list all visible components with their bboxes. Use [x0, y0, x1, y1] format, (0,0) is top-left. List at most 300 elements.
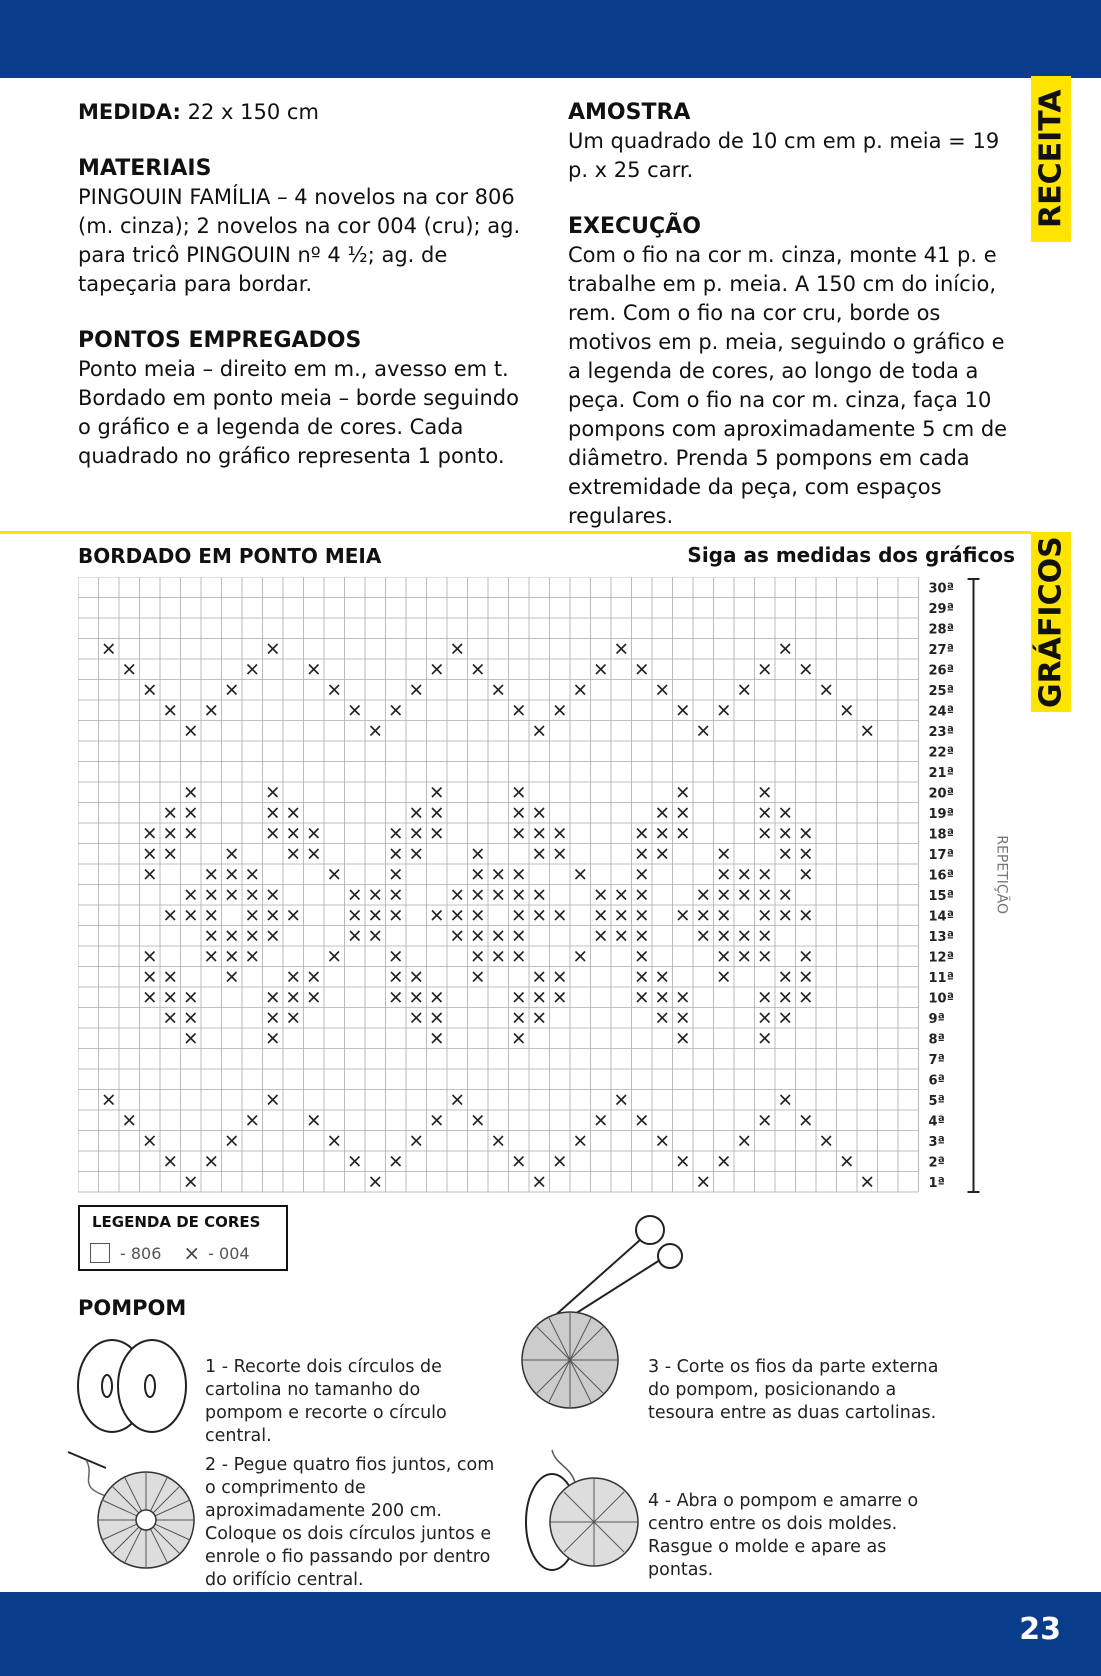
- bottom-banner: [0, 1592, 1101, 1676]
- stitch-mark: [371, 931, 381, 941]
- stitch-mark: [432, 788, 442, 798]
- row-label: 10ª: [928, 991, 954, 1007]
- stitch-mark: [842, 1157, 852, 1167]
- stitch-mark: [227, 931, 237, 941]
- row-label: 19ª: [928, 807, 954, 822]
- stitch-mark: [145, 685, 155, 695]
- materiais-text: PINGOUIN FAMÍLIA – 4 novelos na cor 806 (m. cinza); 2 novelos na cor 004 (cru); ag. para tricô PINGOUIN nº 4 ½; ag. de tapeçaria para bordar.: [78, 185, 521, 296]
- stitch-mark: [719, 972, 729, 982]
- stitch-mark: [268, 644, 278, 654]
- stitch-mark: [268, 788, 278, 798]
- stitch-mark: [596, 890, 606, 900]
- stitch-mark: [227, 952, 237, 962]
- stitch-mark: [719, 911, 729, 921]
- stitch-mark: [186, 808, 196, 818]
- pompom-step-4: 4 - Abra o pompom e amarre o centro entre os dois moldes. Rasgue o molde e apare as pontas.: [648, 1491, 919, 1580]
- stitch-mark: [637, 993, 647, 1003]
- stitch-mark: [145, 972, 155, 982]
- stitch-mark: [760, 829, 770, 839]
- stitch-mark: [740, 870, 750, 880]
- stitch-mark: [207, 890, 217, 900]
- stitch-mark: [678, 706, 688, 716]
- grid-lines: [78, 577, 919, 1192]
- stitch-mark: [432, 993, 442, 1003]
- stitch-mark: [555, 829, 565, 839]
- stitch-mark: [268, 890, 278, 900]
- stitch-mark: [371, 726, 381, 736]
- pontos-text: Ponto meia – direito em m., avesso em t. Bordado em ponto meia – borde seguindo o gráfico e a legenda de cores. Cada quadrado no gráfico representa 1 ponto.: [78, 357, 519, 468]
- stitch-mark: [186, 890, 196, 900]
- stitch-mark: [719, 952, 729, 962]
- stitch-mark: [781, 829, 791, 839]
- stitch-mark: [391, 972, 401, 982]
- stitch-mark: [719, 890, 729, 900]
- row-label: 26ª: [928, 663, 954, 679]
- stitch-mark: [473, 931, 483, 941]
- stitch-mark: [268, 1034, 278, 1044]
- row-label: 24ª: [928, 704, 954, 720]
- stitch-mark: [801, 911, 811, 921]
- stitch-mark: [289, 829, 299, 839]
- row-label: 23ª: [928, 725, 954, 740]
- stitch-mark: [166, 972, 176, 982]
- stitch-mark: [166, 1013, 176, 1023]
- stitch-mark: [289, 808, 299, 818]
- row-label: 30ª: [928, 581, 954, 597]
- stitch-mark: [637, 931, 647, 941]
- stitch-mark: [289, 993, 299, 1003]
- stitch-mark: [186, 911, 196, 921]
- stitch-mark: [617, 931, 627, 941]
- stitch-mark: [350, 1157, 360, 1167]
- stitch-mark: [412, 829, 422, 839]
- stitch-mark: [863, 1177, 873, 1187]
- stitch-mark: [227, 849, 237, 859]
- execucao-heading: EXECUÇÃO: [568, 214, 701, 239]
- stitch-mark: [145, 1136, 155, 1146]
- stitch-mark: [617, 644, 627, 654]
- stitch-mark: [576, 952, 586, 962]
- stitch-mark: [842, 706, 852, 716]
- cardboard-circles-illustration: [76, 1336, 188, 1436]
- stitch-mark: [678, 788, 688, 798]
- stitch-mark: [617, 1095, 627, 1105]
- stitch-mark: [391, 829, 401, 839]
- amostra-heading: AMOSTRA: [568, 100, 691, 125]
- stitch-mark: [658, 829, 668, 839]
- stitch-mark: [227, 870, 237, 880]
- row-label: 6ª: [928, 1073, 945, 1089]
- stitch-mark: [658, 993, 668, 1003]
- stitch-mark: [781, 849, 791, 859]
- stitch-mark: [494, 890, 504, 900]
- stitch-mark: [760, 1034, 770, 1044]
- stitch-mark: [186, 993, 196, 1003]
- stitch-mark: [391, 952, 401, 962]
- stitch-mark: [248, 1116, 258, 1126]
- stitch-mark: [637, 870, 647, 880]
- row-label: 12ª: [928, 950, 954, 966]
- stitch-mark: [535, 911, 545, 921]
- pompom-step-1: 1 - Recorte dois círculos de cartolina no tamanho do pompom e recorte o círculo central.: [205, 1357, 447, 1446]
- stitch-mark: [330, 952, 340, 962]
- stitch-mark: [781, 972, 791, 982]
- stitch-mark: [494, 952, 504, 962]
- page-number: 23: [1019, 1612, 1061, 1647]
- stitch-mark: [166, 993, 176, 1003]
- stitch-mark: [412, 1013, 422, 1023]
- stitch-mark: [104, 644, 114, 654]
- stitch-mark: [740, 952, 750, 962]
- stitch-mark: [535, 726, 545, 736]
- stitch-mark: [801, 972, 811, 982]
- stitch-mark: [432, 665, 442, 675]
- stitch-mark: [535, 829, 545, 839]
- stitch-mark: [166, 911, 176, 921]
- stitch-mark: [412, 808, 422, 818]
- stitch-mark: [637, 911, 647, 921]
- repeat-label: REPETIÇÃO: [993, 835, 1010, 914]
- row-label: 1ª: [928, 1176, 945, 1191]
- stitch-mark: [801, 1116, 811, 1126]
- stitch-mark: [760, 952, 770, 962]
- stitch-mark: [412, 1136, 422, 1146]
- graficos-tab: GRÁFICOS: [1031, 532, 1071, 712]
- stitch-mark: [535, 849, 545, 859]
- stitch-mark: [166, 1157, 176, 1167]
- stitch-mark: [719, 1157, 729, 1167]
- color-legend: [78, 1205, 288, 1271]
- stitch-mark: [719, 849, 729, 859]
- stitch-mark: [268, 808, 278, 818]
- stitch-mark: [760, 808, 770, 818]
- stitch-mark: [248, 665, 258, 675]
- stitch-mark: [678, 1034, 688, 1044]
- row-label: 17ª: [928, 848, 954, 863]
- stitch-mark: [309, 972, 319, 982]
- stitch-mark: [412, 972, 422, 982]
- stitch-mark: [186, 1013, 196, 1023]
- stitch-mark: [166, 706, 176, 716]
- stitch-mark: [699, 1177, 709, 1187]
- pompom-step-3: 3 - Corte os fios da parte externa do pompom, posicionando a tesoura entre as duas cartolinas.: [648, 1357, 939, 1423]
- medida-value: 22 x 150 cm: [180, 100, 319, 124]
- row-label: 20ª: [928, 786, 954, 802]
- stitch-mark: [678, 808, 688, 818]
- stitch-mark: [166, 808, 176, 818]
- stitch-mark: [145, 952, 155, 962]
- stitch-mark: [514, 931, 524, 941]
- stitch-mark: [760, 788, 770, 798]
- stitch-mark: [658, 849, 668, 859]
- row-label: 15ª: [928, 889, 954, 904]
- stitch-mark: [453, 1095, 463, 1105]
- stitch-mark: [535, 993, 545, 1003]
- row-label: 25ª: [928, 684, 954, 699]
- stitch-mark: [801, 829, 811, 839]
- stitch-mark: [207, 870, 217, 880]
- stitch-mark: [473, 870, 483, 880]
- stitch-mark: [391, 993, 401, 1003]
- stitch-mark: [145, 993, 155, 1003]
- stitch-mark: [535, 808, 545, 818]
- stitch-mark: [309, 829, 319, 839]
- stitch-mark: [309, 849, 319, 859]
- stitch-mark: [268, 1013, 278, 1023]
- row-label: 21ª: [928, 766, 954, 781]
- stitch-mark: [576, 870, 586, 880]
- stitch-mark: [637, 952, 647, 962]
- stitch-mark: [514, 993, 524, 1003]
- pompom-step-2: 2 - Pegue quatro fios juntos, com o comprimento de aproximadamente 200 cm. Coloque os dois círculos juntos e enrole o fio passando por dentro do orifício central.: [205, 1455, 495, 1590]
- chart-note: Siga as medidas dos gráficos: [687, 543, 1015, 567]
- stitch-mark: [514, 1034, 524, 1044]
- stitch-mark: [494, 870, 504, 880]
- stitch-mark: [227, 1136, 237, 1146]
- tie-pompom-illustration: [522, 1446, 642, 1578]
- stitch-mark: [432, 829, 442, 839]
- stitch-mark: [678, 1157, 688, 1167]
- stitch-mark: [391, 1157, 401, 1167]
- materiais-heading: MATERIAIS: [78, 156, 212, 181]
- stitch-mark: [740, 1136, 750, 1146]
- stitch-mark: [760, 665, 770, 675]
- stitch-mark: [350, 911, 360, 921]
- stitch-mark: [289, 1013, 299, 1023]
- legend-title: LEGENDA DE CORES: [92, 1213, 261, 1231]
- stitch-mark: [309, 1116, 319, 1126]
- stitch-mark: [760, 1116, 770, 1126]
- stitch-mark: [432, 911, 442, 921]
- stitch-mark: [740, 890, 750, 900]
- stitch-mark: [535, 972, 545, 982]
- stitch-mark: [350, 706, 360, 716]
- wrapping-yarn-illustration: [66, 1446, 198, 1576]
- stitch-mark: [248, 870, 258, 880]
- row-label: 5ª: [928, 1094, 945, 1109]
- row-label: 2ª: [928, 1155, 945, 1171]
- stitch-mark: [473, 665, 483, 675]
- row-label: 29ª: [928, 602, 954, 617]
- stitch-mark: [678, 993, 688, 1003]
- stitch-mark: [412, 685, 422, 695]
- stitch-mark: [658, 1013, 668, 1023]
- stitch-mark: [760, 993, 770, 1003]
- amostra-text: Um quadrado de 10 cm em p. meia = 19 p. x 25 carr.: [568, 129, 1000, 182]
- recipe-left-column: [78, 98, 536, 498]
- stitch-mark: [268, 1095, 278, 1105]
- stitch-mark: [227, 890, 237, 900]
- stitch-mark: [391, 706, 401, 716]
- stitch-mark: [207, 706, 217, 716]
- stitch-mark: [555, 706, 565, 716]
- stitch-mark: [760, 890, 770, 900]
- stitch-mark: [227, 685, 237, 695]
- stitch-mark: [330, 870, 340, 880]
- stitch-mark: [801, 849, 811, 859]
- stitch-mark: [514, 808, 524, 818]
- stitch-mark: [801, 870, 811, 880]
- stitch-mark: [596, 911, 606, 921]
- stitch-mark: [514, 706, 524, 716]
- stitch-mark: [514, 788, 524, 798]
- stitch-mark: [555, 972, 565, 982]
- stitch-mark: [309, 665, 319, 675]
- stitch-mark: [186, 726, 196, 736]
- recipe-right-column: [568, 98, 1016, 558]
- stitch-mark: [719, 931, 729, 941]
- embroidery-chart: [78, 577, 1028, 1197]
- stitch-mark: [289, 849, 299, 859]
- stitch-mark: [555, 849, 565, 859]
- execucao-text: Com o fio na cor m. cinza, monte 41 p. e trabalhe em p. meia. A 150 cm do início, rem. Com o fio na cor cru, borde os motivos em p. meia, seguindo o gráfico e a legenda de cores, ao longo de toda a peça. Com o fio na cor m. cinza, faça 10 pompons com aproximadamente 5 cm de diâmetro. Prenda 5 pompons em cada extremidade da peça, com espaços regulares.: [568, 243, 1008, 528]
- stitch-mark: [473, 849, 483, 859]
- stitch-mark: [760, 931, 770, 941]
- stitch-mark: [596, 1116, 606, 1126]
- stitch-mark: [760, 911, 770, 921]
- stitch-mark: [391, 911, 401, 921]
- stitch-mark: [473, 952, 483, 962]
- stitch-mark: [801, 952, 811, 962]
- stitch-mark: [617, 911, 627, 921]
- section-divider: [0, 531, 1031, 534]
- stitch-mark: [658, 685, 668, 695]
- stitch-mark: [699, 911, 709, 921]
- stitch-mark: [514, 911, 524, 921]
- row-label: 11ª: [928, 971, 954, 986]
- stitch-mark: [576, 685, 586, 695]
- pompom-heading: POMPOM: [78, 1296, 187, 1320]
- stitch-mark: [391, 890, 401, 900]
- medida-line: [78, 98, 536, 127]
- stitch-mark: [207, 911, 217, 921]
- stitch-mark: [781, 911, 791, 921]
- top-banner: [0, 0, 1101, 78]
- stitch-mark: [453, 644, 463, 654]
- stitch-mark: [145, 849, 155, 859]
- stitch-mark: [473, 890, 483, 900]
- row-label: 13ª: [928, 930, 954, 945]
- stitch-mark: [740, 685, 750, 695]
- stitch-mark: [658, 808, 668, 818]
- stitch-mark: [166, 829, 176, 839]
- stitch-mark: [637, 665, 647, 675]
- stitch-mark: [719, 870, 729, 880]
- stitch-mark: [535, 1013, 545, 1023]
- stitch-mark: [289, 972, 299, 982]
- stitch-mark: [207, 1157, 217, 1167]
- stitch-mark: [432, 1116, 442, 1126]
- stitch-mark: [350, 890, 360, 900]
- stitch-mark: [514, 870, 524, 880]
- stitch-mark: [760, 1013, 770, 1023]
- stitch-mark: [494, 685, 504, 695]
- stitch-mark: [514, 890, 524, 900]
- empty-square-icon: [90, 1243, 110, 1263]
- stitch-mark: [145, 829, 155, 839]
- stitch-mark: [514, 952, 524, 962]
- stitch-mark: [637, 849, 647, 859]
- stitch-mark: [699, 931, 709, 941]
- stitch-mark: [658, 1136, 668, 1146]
- stitch-mark: [678, 829, 688, 839]
- stitch-mark: [596, 931, 606, 941]
- legend-color1-code: - 806: [120, 1243, 162, 1263]
- row-label: 7ª: [928, 1053, 945, 1068]
- stitch-mark: [699, 726, 709, 736]
- stitch-mark: [186, 829, 196, 839]
- stitch-mark: [453, 931, 463, 941]
- stitch-mark: [863, 726, 873, 736]
- stitch-mark: [309, 993, 319, 1003]
- row-label: 27ª: [928, 643, 954, 658]
- stitch-mark: [186, 1177, 196, 1187]
- stitch-mark: [555, 911, 565, 921]
- stitch-mark: [576, 1136, 586, 1146]
- stitch-mark: [125, 1116, 135, 1126]
- stitch-mark: [391, 849, 401, 859]
- stitch-mark: [514, 829, 524, 839]
- row-label: 3ª: [928, 1135, 945, 1150]
- stitch-mark: [268, 911, 278, 921]
- stitch-mark: [473, 972, 483, 982]
- cross-icon: ×: [183, 1241, 201, 1265]
- stitch-mark: [453, 911, 463, 921]
- row-label: 4ª: [928, 1114, 945, 1130]
- stitch-mark: [822, 1136, 832, 1146]
- stitch-mark: [740, 931, 750, 941]
- stitch-mark: [535, 1177, 545, 1187]
- medida-label: MEDIDA:: [78, 100, 181, 124]
- stitch-mark: [801, 993, 811, 1003]
- stitch-mark: [494, 1136, 504, 1146]
- stitch-mark: [186, 788, 196, 798]
- stitch-mark: [166, 849, 176, 859]
- row-label: 9ª: [928, 1012, 945, 1027]
- stitch-mark: [822, 685, 832, 695]
- stitch-mark: [432, 1013, 442, 1023]
- row-label: 22ª: [928, 745, 954, 761]
- stitch-mark: [781, 1095, 791, 1105]
- stitch-mark: [637, 972, 647, 982]
- legend-color2-code: - 004: [208, 1243, 250, 1263]
- stitch-mark: [699, 890, 709, 900]
- row-label: 8ª: [928, 1032, 945, 1048]
- stitch-mark: [658, 972, 668, 982]
- stitch-mark: [514, 1013, 524, 1023]
- stitch-mark: [473, 911, 483, 921]
- stitch-mark: [371, 911, 381, 921]
- stitch-mark: [596, 665, 606, 675]
- pontos-heading: PONTOS EMPREGADOS: [78, 328, 362, 353]
- stitch-mark: [637, 829, 647, 839]
- stitch-mark: [432, 808, 442, 818]
- stitch-mark: [555, 1157, 565, 1167]
- stitch-mark: [555, 993, 565, 1003]
- stitch-mark: [268, 993, 278, 1003]
- stitch-mark: [719, 706, 729, 716]
- stitch-mark: [330, 685, 340, 695]
- stitch-mark: [248, 952, 258, 962]
- stitch-mark: [781, 1013, 791, 1023]
- stitch-mark: [186, 1034, 196, 1044]
- legend-row: [90, 1241, 250, 1265]
- stitch-mark: [248, 890, 258, 900]
- stitch-mark: [268, 829, 278, 839]
- stitch-mark: [432, 1034, 442, 1044]
- stitch-mark: [207, 952, 217, 962]
- stitch-mark: [473, 1116, 483, 1126]
